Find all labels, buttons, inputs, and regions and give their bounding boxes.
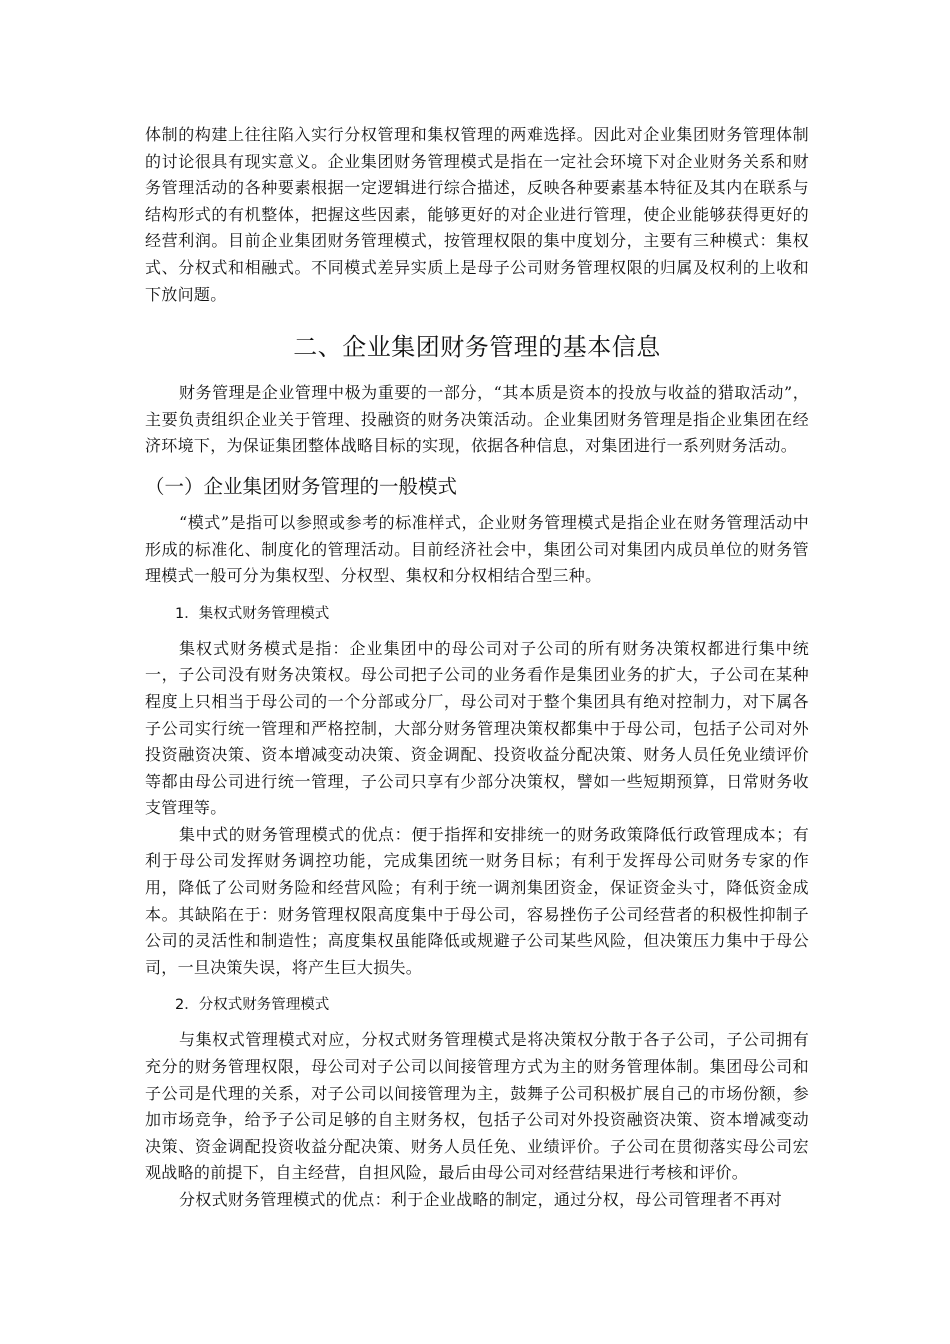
item-1-paragraph-definition: 集权式财务模式是指：企业集团中的母公司对子公司的所有财务决策权都进行集中统一，子公司没有财务决策权。母公司把子公司的业务看作是集团业务的扩大，子公司在某种程度上只相当于母公司的一个分部或分厂，母公司对于整个集团具有绝对控制力，对下属各子公司实行统一管理和严格控制，大部分财务管理决策权都集中于母公司，包括子公司对外投资融资决策、资本增减变动决策、资金调配、投资收益分配决策、财务人员任免业绩评价等都由母公司进行统一管理，子公司只享有少部分决策权，譬如一些短期预算，日常财务收支管理等。	[145, 638, 809, 818]
subsection-1-paragraph: “模式”是指可以参照或参考的标准样式，企业财务管理模式是指企业在财务管理活动中形成的标准化、制度化的管理活动。目前经济社会中，集团公司对集团内成员单位的财务管理模式一般可分为集权型、分权型、集权和分权相结合型三种。	[145, 512, 809, 586]
section-2-paragraph: 财务管理是企业管理中极为重要的一部分，“其本质是资本的投放与收益的猎取活动”，主要负责组织企业关于管理、投融资的财务决策活动。企业集团财务管理是指企业集团在经济环境下，为保证集团整体战略目标的实现，依据各种信息，对集团进行一系列财务活动。	[145, 383, 809, 456]
item-1-heading: 1．集权式财务管理模式	[175, 605, 330, 622]
item-2-paragraph-pros: 分权式财务管理模式的优点：利于企业战略的制定，通过分权，母公司管理者不再对	[179, 1190, 783, 1209]
item-2-heading: 2．分权式财务管理模式	[175, 997, 330, 1014]
section-2-heading: 二、企业集团财务管理的基本信息	[293, 333, 661, 362]
intro-paragraph: 体制的构建上往往陷入实行分权管理和集权管理的两难选择。因此对企业集团财务管理体制的讨论很具有现实意义。企业集团财务管理模式是指在一定社会环境下对企业财务关系和财务管理活动的各种要素根据一定逻辑进行综合描述，反映各种要素基本特征及其内在联系与结构形式的有机整体，把握这些因素，能够更好的对企业进行管理，使企业能够获得更好的经营利润。目前企业集团财务管理模式，按管理权限的集中度划分，主要有三种模式：集权式、分权式和相融式。不同模式差异实质上是母子公司财务管理权限的归属及权利的上收和下放问题。	[145, 125, 809, 304]
subsection-1-heading: （一）企业集团财务管理的一般模式	[145, 474, 458, 498]
item-2-paragraph-definition: 与集权式管理模式对应，分权式财务管理模式是将决策权分散于各子公司，子公司拥有充分的财务管理权限，母公司对子公司以间接管理方式为主的财务管理体制。集团母公司和子公司是代理的关系，对子公司以间接管理为主，鼓舞子公司积极扩展自己的市场份额，参加市场竞争，给予子公司足够的自主财务权，包括子公司对外投资融资决策、资本增减变动决策、资金调配投资收益分配决策、财务人员任免、业绩评价。子公司在贯彻落实母公司宏观战略的前提下，自主经营，自担风险，最后由母公司对经营结果进行考核和评价。	[145, 1030, 809, 1183]
item-1-paragraph-pros-cons: 集中式的财务管理模式的优点：便于指挥和安排统一的财务政策降低行政管理成本；有利于母公司发挥财务调控功能，完成集团统一财务目标；有利于发挥母公司财务专家的作用，降低了公司财务险和经营风险；有利于统一调剂集团资金，保证资金头寸，降低资金成本。其缺陷在于：财务管理权限高度集中于母公司，容易挫伤子公司经营者的积极性抑制子公司的灵活性和制造性；高度集权虽能降低或规避子公司某些风险，但决策压力集中于母公司，一旦决策失误，将产生巨大损失。	[145, 824, 809, 977]
